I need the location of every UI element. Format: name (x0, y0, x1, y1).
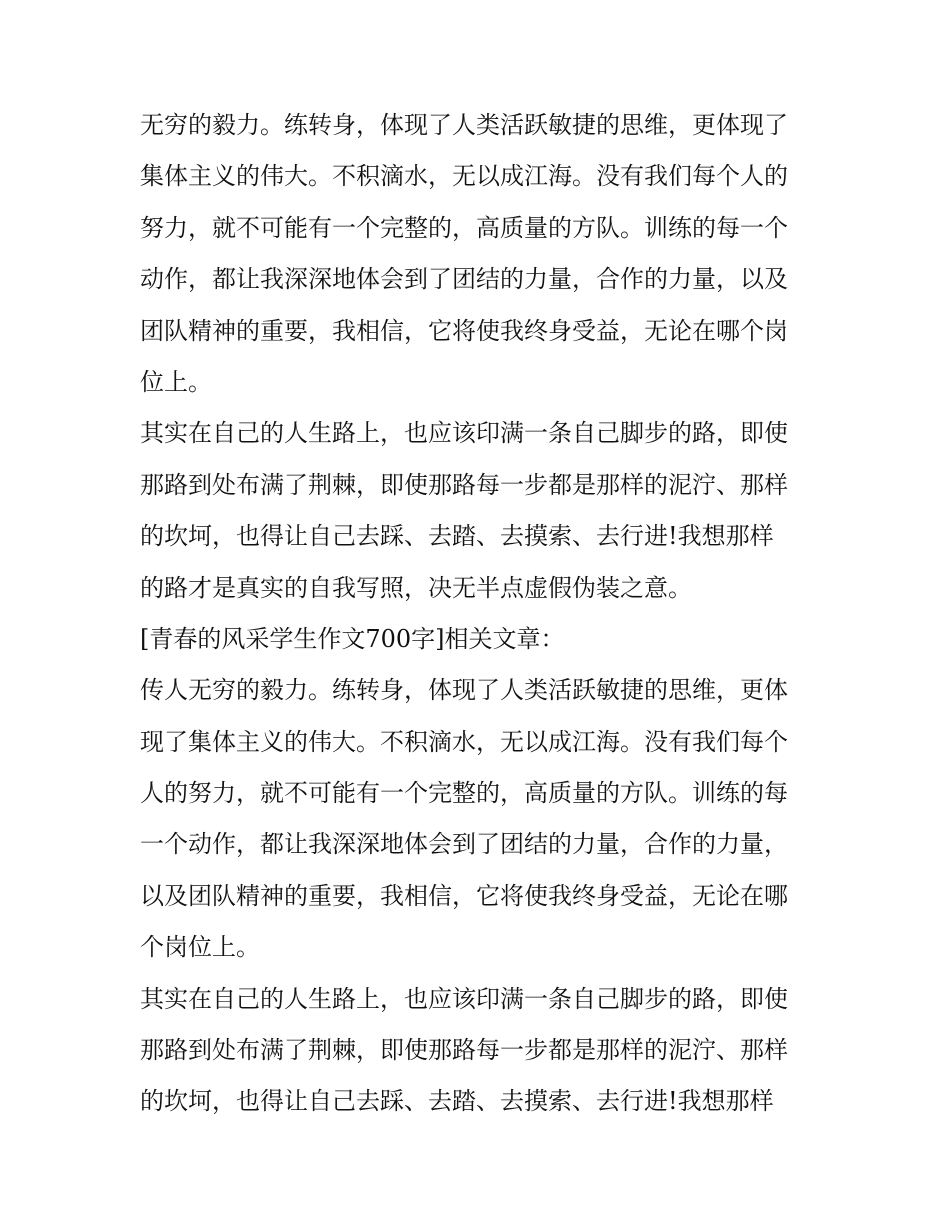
text-line: 现了集体主义的伟大。不积滴水，无以成江海。没有我们每个 (140, 727, 788, 756)
related-articles-heading: [青春的风采学生作文700字]相关文章： (140, 624, 565, 653)
text-line: 的坎坷，也得让自己去踩、去踏、去摸索、去行进!我想那样 (140, 1087, 774, 1116)
text-line: 位上。 (140, 367, 212, 396)
text-line: 个岗位上。 (140, 933, 260, 962)
text-line: 集体主义的伟大。不积滴水，无以成江海。没有我们每个人的 (140, 162, 788, 191)
text-line: 一个动作，都让我深深地体会到了团结的力量，合作的力量， (140, 830, 788, 859)
text-line: 那路到处布满了荆棘，即使那路每一步都是那样的泥泞、那样 (140, 470, 788, 499)
text-line: 的坎坷，也得让自己去踩、去踏、去摸索、去行进!我想那样 (140, 522, 774, 551)
text-line: 其实在自己的人生路上，也应该印满一条自己脚步的路，即使 (140, 419, 788, 448)
text-line: 那路到处布满了荆棘，即使那路每一步都是那样的泥泞、那样 (140, 1036, 788, 1065)
text-line: 传人无穷的毅力。练转身，体现了人类活跃敏捷的思维，更体 (140, 676, 788, 705)
text-line: 以及团队精神的重要，我相信，它将使我终身受益，无论在哪 (140, 881, 788, 910)
text-line: 动作，都让我深深地体会到了团结的力量，合作的力量，以及 (140, 265, 788, 294)
document-body (140, 100, 820, 1128)
text-line: 人的努力，就不可能有一个完整的，高质量的方队。训练的每 (140, 779, 788, 808)
text-line: 团队精神的重要，我相信，它将使我终身受益，无论在哪个岗 (140, 316, 788, 345)
text-line: 的路才是真实的自我写照，决无半点虚假伪装之意。 (140, 573, 692, 602)
text-line: 无穷的毅力。练转身，体现了人类活跃敏捷的思维，更体现了 (140, 111, 788, 139)
text-line: 其实在自己的人生路上，也应该印满一条自己脚步的路，即使 (140, 984, 788, 1013)
text-line: 努力，就不可能有一个完整的，高质量的方队。训练的每一个 (140, 213, 788, 242)
